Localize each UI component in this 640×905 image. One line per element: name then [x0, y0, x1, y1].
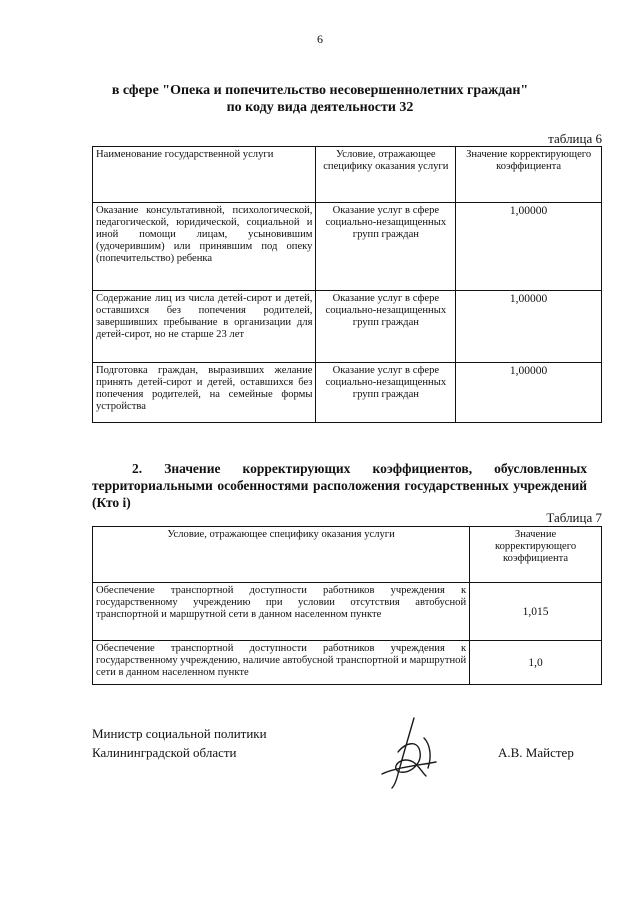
table7-header-row	[93, 527, 602, 583]
table-row	[93, 291, 602, 363]
table6-cell-condition: Оказание услуг в сфере социально-незащищенных групп граждан	[316, 291, 456, 363]
signatory-position-line1: Министр социальной политики	[92, 726, 267, 741]
table6-cell-value: 1,00000	[456, 203, 602, 291]
table6-cell-service: Содержание лиц из числа детей-сирот и детей, оставшихся без попечения родителей, завершивших пребывание в организации для детей-сирот, но не старше 23 лет	[93, 291, 316, 363]
table7-caption: Таблица 7	[546, 510, 602, 525]
signatory-name: А.В. Майстер	[498, 745, 574, 760]
table6-cell-value: 1,00000	[456, 291, 602, 363]
table6-cell-service: Подготовка граждан, выразивших желание принять детей-сирот и детей, оставшихся без попечения родителей, на семейные формы устройства	[93, 363, 316, 423]
table7-cell-value: 1,015	[470, 583, 602, 641]
signatory-position	[92, 724, 267, 762]
table6-header-row	[93, 147, 602, 203]
table6	[92, 146, 602, 423]
signatory-position-line2: Калининградской области	[92, 745, 237, 760]
table7	[92, 526, 602, 685]
page-number: 6	[317, 32, 323, 46]
section2-title: 2. Значение корректирующих коэффициентов, обусловленных территориальными особенностями расположения государственных учреждений (Кто i)	[92, 461, 587, 510]
table6-cell-condition: Оказание услуг в сфере социально-незащищенных групп граждан	[316, 363, 456, 423]
table6-header-value: Значение корректирующего коэффициента	[456, 147, 602, 203]
section-heading	[60, 82, 580, 116]
table7-cell-condition: Обеспечение транспортной доступности работников учреждения к государственному учреждению при условии отсутствия автобусной транспортной и маршрутной сети в данном населенном пункте	[93, 583, 470, 641]
table6-cell-service: Оказание консультативной, психологической, педагогической, юридической, социальной и иной помощи лицам, усыновившим (удочерившим) или принявшим под опеку (попечительство) ребенка	[93, 203, 316, 291]
table-row	[93, 583, 602, 641]
table6-header-condition: Условие, отражающее специфику оказания услуги	[316, 147, 456, 203]
table7-header-condition: Условие, отражающее специфику оказания услуги	[93, 527, 470, 583]
table6-header-service: Наименование государственной услуги	[93, 147, 316, 203]
table-row	[93, 641, 602, 685]
table-row	[93, 363, 602, 423]
heading-line-1: в сфере "Опека и попечительство несовершеннолетних граждан"	[111, 83, 529, 98]
heading-line-2: по коду вида деятельности 32	[226, 100, 414, 115]
table7-cell-condition: Обеспечение транспортной доступности работников учреждения к государственному учреждению, наличие автобусной транспортной и маршрутной сети в данном населенном пункте	[93, 641, 470, 685]
table6-cell-value: 1,00000	[456, 363, 602, 423]
table6-cell-condition: Оказание услуг в сфере социально-незащищенных групп граждан	[316, 203, 456, 291]
handwritten-signature	[370, 712, 450, 792]
table-row	[93, 203, 602, 291]
table6-caption: таблица 6	[548, 131, 602, 146]
table7-cell-value: 1,0	[470, 641, 602, 685]
table7-header-value: Значение корректирующего коэффициента	[470, 527, 602, 583]
